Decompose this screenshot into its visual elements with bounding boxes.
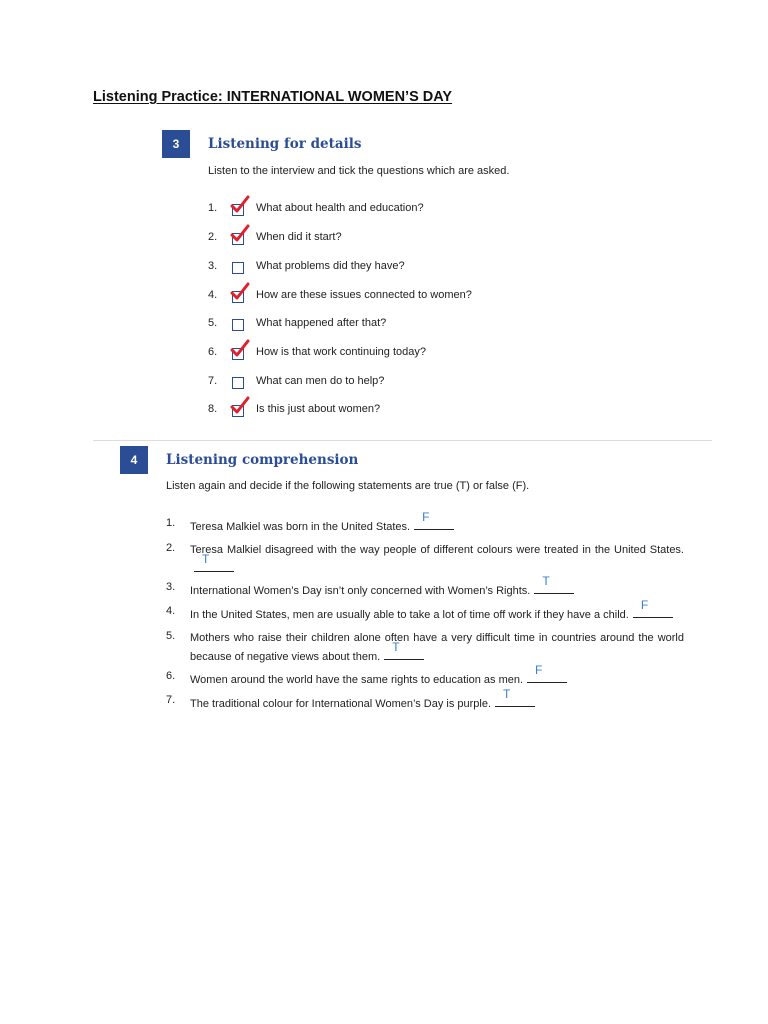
question-text: How is that work continuing today? bbox=[256, 346, 426, 358]
section-3-number-badge: 3 bbox=[162, 130, 190, 158]
question-text: What problems did they have? bbox=[256, 260, 405, 272]
checkbox-icon[interactable] bbox=[232, 262, 244, 274]
document-title: Listening Practice: INTERNATIONAL WOMEN’S DAY bbox=[93, 89, 453, 105]
answer-blank[interactable] bbox=[633, 598, 673, 618]
statement-number: 3. bbox=[166, 581, 176, 593]
answer-blank[interactable] bbox=[534, 574, 574, 594]
section-3-heading: Listening for details bbox=[208, 136, 362, 152]
statement-number: 2. bbox=[166, 542, 176, 554]
statement-number: 7. bbox=[166, 694, 176, 706]
statement-text: Teresa Malkiel was born in the United States. bbox=[190, 521, 411, 533]
checkbox-icon[interactable] bbox=[232, 319, 244, 331]
statement-text: Mothers who raise their children alone often have a very difficult time in countries around the world because of negative views about them. bbox=[190, 632, 684, 663]
question-number: 2. bbox=[208, 231, 218, 243]
answer-value: T bbox=[392, 640, 400, 654]
question-number: 3. bbox=[208, 260, 218, 272]
answer-blank[interactable] bbox=[194, 552, 234, 572]
statement-body bbox=[190, 598, 684, 624]
section-4-instruction: Listen again and decide if the following statements are true (T) or false (F). bbox=[166, 480, 530, 492]
section-4-heading: Listening comprehension bbox=[166, 452, 359, 468]
statement-body bbox=[190, 663, 684, 689]
answer-value: F bbox=[640, 598, 649, 612]
statement-body bbox=[190, 687, 684, 713]
statement-text: The traditional colour for International Women’s Day is purple. bbox=[190, 698, 492, 710]
tick-mark-icon bbox=[230, 224, 250, 244]
statement-body bbox=[190, 574, 684, 600]
answer-value: F bbox=[535, 663, 543, 677]
question-number: 6. bbox=[208, 346, 218, 358]
statement-number: 1. bbox=[166, 517, 176, 529]
question-number: 1. bbox=[208, 202, 218, 214]
answer-value: F bbox=[422, 510, 430, 524]
question-number: 5. bbox=[208, 317, 218, 329]
statement-number: 5. bbox=[166, 630, 176, 642]
statement-text: Teresa Malkiel disagreed with the way people of different colours were treated in the United States. bbox=[190, 544, 684, 556]
answer-value: T bbox=[542, 574, 550, 588]
section-divider bbox=[93, 440, 712, 441]
question-text: What can men do to help? bbox=[256, 375, 385, 387]
answer-value: T bbox=[202, 552, 210, 566]
question-text: How are these issues connected to women? bbox=[256, 289, 472, 301]
statement-number: 6. bbox=[166, 670, 176, 682]
question-number: 7. bbox=[208, 375, 218, 387]
checkbox-icon[interactable] bbox=[232, 377, 244, 389]
answer-value: T bbox=[503, 687, 511, 701]
question-number: 4. bbox=[208, 289, 218, 301]
question-text: What happened after that? bbox=[256, 317, 387, 329]
tick-mark-icon bbox=[230, 339, 250, 359]
answer-blank[interactable] bbox=[527, 663, 567, 683]
statement-body bbox=[190, 630, 684, 666]
statement-text: International Women’s Day isn’t only concerned with Women’s Rights. bbox=[190, 585, 531, 597]
tick-mark-icon bbox=[230, 195, 250, 215]
statement-number: 4. bbox=[166, 605, 176, 617]
tick-mark-icon bbox=[230, 282, 250, 302]
statement-body bbox=[190, 510, 684, 536]
question-text: What about health and education? bbox=[256, 202, 424, 214]
question-text: When did it start? bbox=[256, 231, 342, 243]
section-3-instruction: Listen to the interview and tick the questions which are asked. bbox=[208, 165, 510, 177]
answer-blank[interactable] bbox=[414, 510, 454, 530]
answer-blank[interactable] bbox=[384, 640, 424, 660]
answer-blank[interactable] bbox=[495, 687, 535, 707]
statement-text: Women around the world have the same rights to education as men. bbox=[190, 674, 524, 686]
tick-mark-icon bbox=[230, 396, 250, 416]
question-text: Is this just about women? bbox=[256, 403, 381, 415]
question-number: 8. bbox=[208, 403, 218, 415]
section-4-number-badge: 4 bbox=[120, 446, 148, 474]
statement-text: In the United States, men are usually able to take a lot of time off work if they have a child. bbox=[190, 609, 629, 621]
statement-body bbox=[190, 542, 684, 578]
